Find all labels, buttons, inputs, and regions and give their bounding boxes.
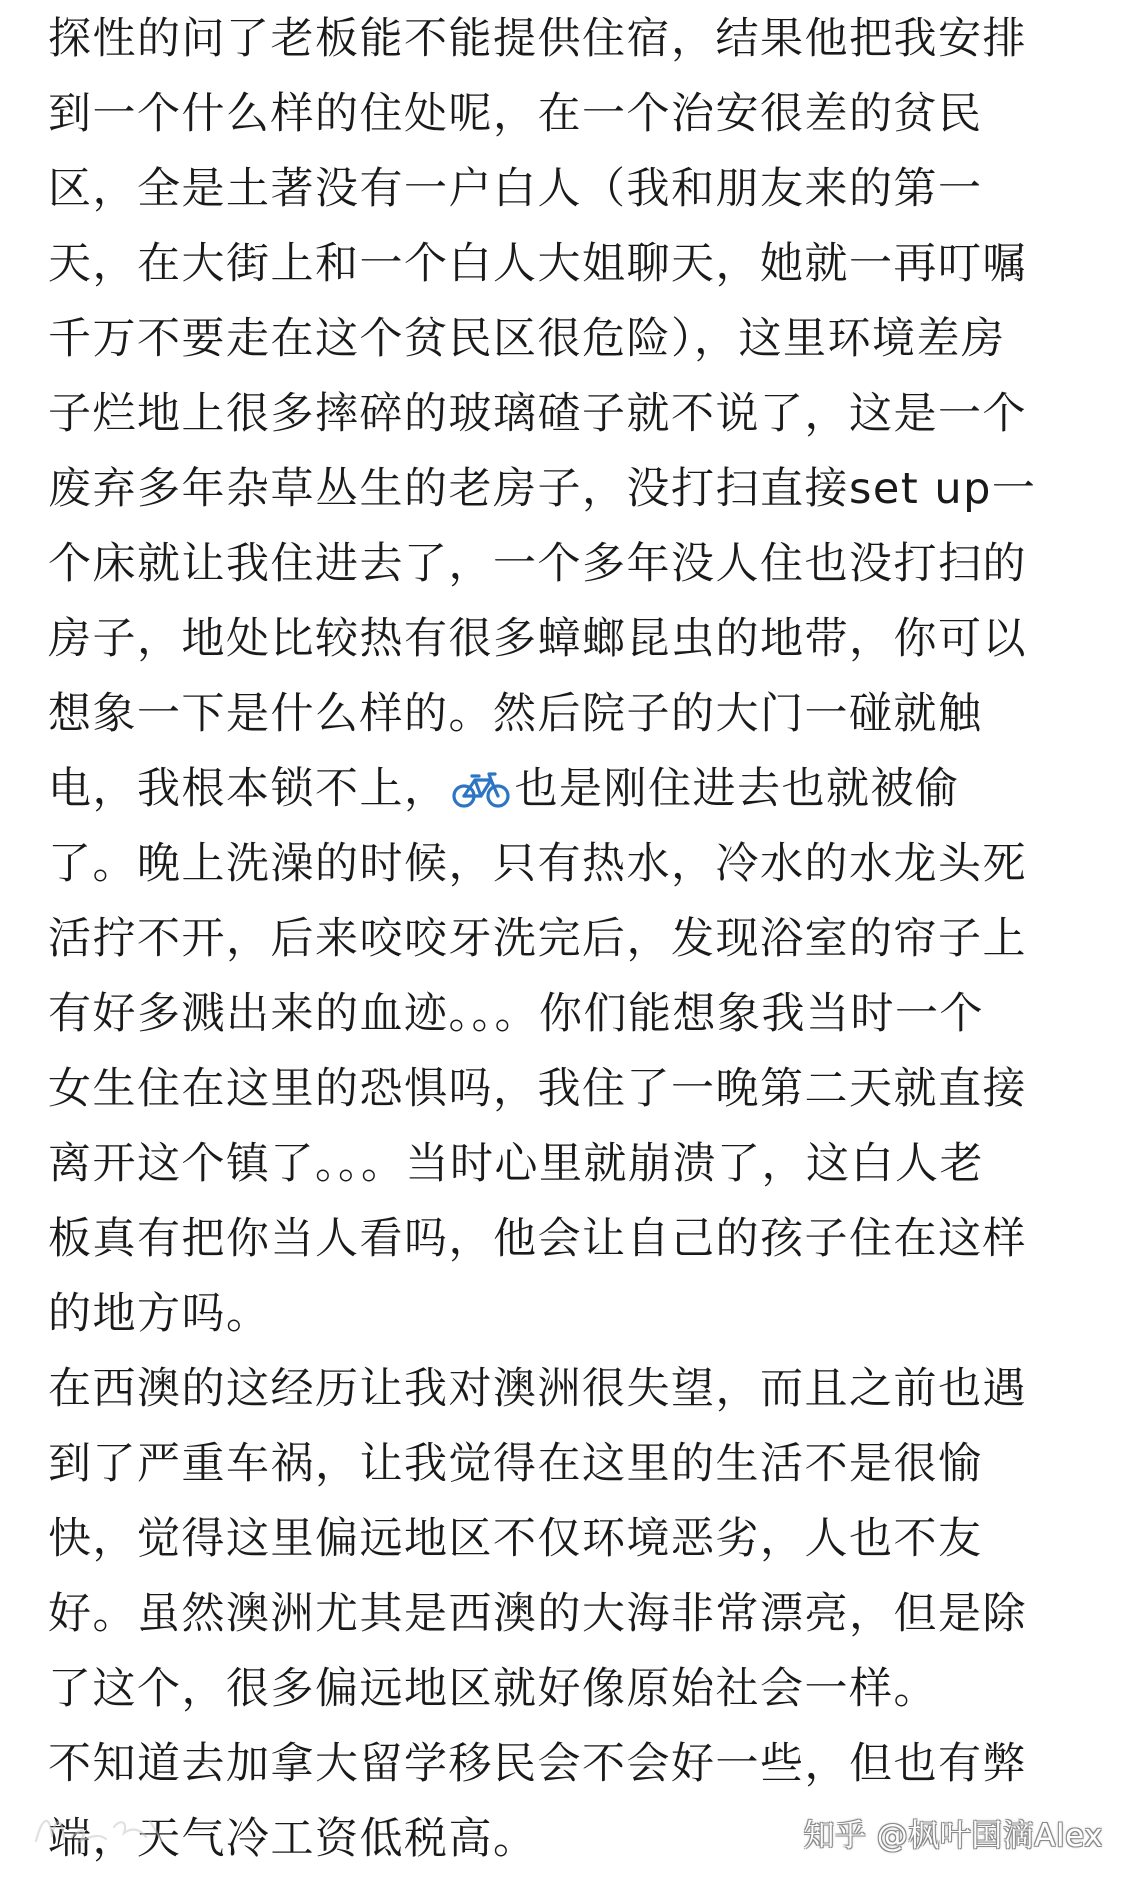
- post-line: 了这个，很多偏远地区就好像原始社会一样。: [48, 1664, 938, 1714]
- post-line: 不知道去加拿大留学移民会不会好一些，但也有弊: [48, 1739, 1027, 1789]
- post-line: 个床就让我住进去了，一个多年没人住也没打扫的: [48, 539, 1027, 589]
- post-line: 端，天气冷工资低税高。: [48, 1814, 538, 1864]
- post-line: 好。虽然澳洲尤其是西澳的大海非常漂亮，但是除: [48, 1589, 1027, 1639]
- post-line-with-emoji: [48, 752, 1063, 827]
- post-line: 房子，地处比较热有很多蟑螂昆虫的地带，你可以: [48, 614, 1027, 664]
- post-line: 想象一下是什么样的。然后院子的大门一碰就触: [48, 689, 983, 739]
- signature-watermark-mark: [28, 1797, 178, 1857]
- post-line: 到一个什么样的住处呢，在一个治安很差的贫民: [48, 89, 983, 139]
- post-line: 在西澳的这经历让我对澳洲很失望，而且之前也遇: [48, 1364, 1027, 1414]
- zhihu-watermark: 知乎 @枫叶国滴Alex: [803, 1818, 1103, 1854]
- post-line-fragment: 也是刚住进去也就被偷: [514, 764, 960, 814]
- post-line-fragment: 电，我根本锁不上，: [48, 764, 449, 814]
- bicycle-icon: [451, 769, 511, 809]
- post-line: 天，在大街上和一个白人大姐聊天，她就一再叮嘱: [48, 239, 1027, 289]
- post-line: 子烂地上很多摔碎的玻璃碴子就不说了，这是一个: [48, 389, 1027, 439]
- post-line: 探性的问了老板能不能提供住宿，结果他把我安排: [48, 14, 1027, 64]
- post-line: 的地方吗。: [48, 1289, 271, 1339]
- post-line: 活拧不开，后来咬咬牙洗完后，发现浴室的帘子上: [48, 914, 1027, 964]
- post-line: 了。晚上洗澡的时候，只有热水，冷水的水龙头死: [48, 839, 1027, 889]
- post-line: 到了严重车祸，让我觉得在这里的生活不是很愉: [48, 1439, 983, 1489]
- post-line: 有好多溅出来的血迹。。。你们能想象我当时一个: [48, 989, 984, 1039]
- post-line: 女生住在这里的恐惧吗，我住了一晚第二天就直接: [48, 1064, 1027, 1114]
- post-line: 区，全是土著没有一户白人（我和朋友来的第一: [48, 164, 983, 214]
- post-line: 快，觉得这里偏远地区不仅环境恶劣，人也不友: [48, 1514, 983, 1564]
- post-line: 千万不要走在这个贫民区很危险），这里环境差房: [48, 314, 1006, 364]
- post-line: 离开这个镇了。。。当时心里就崩溃了，这白人老: [48, 1139, 984, 1189]
- post-line: 废弃多年杂草丛生的老房子，没打扫直接set up一: [48, 464, 1037, 514]
- post-line: 板真有把你当人看吗，他会让自己的孩子住在这样: [48, 1214, 1027, 1264]
